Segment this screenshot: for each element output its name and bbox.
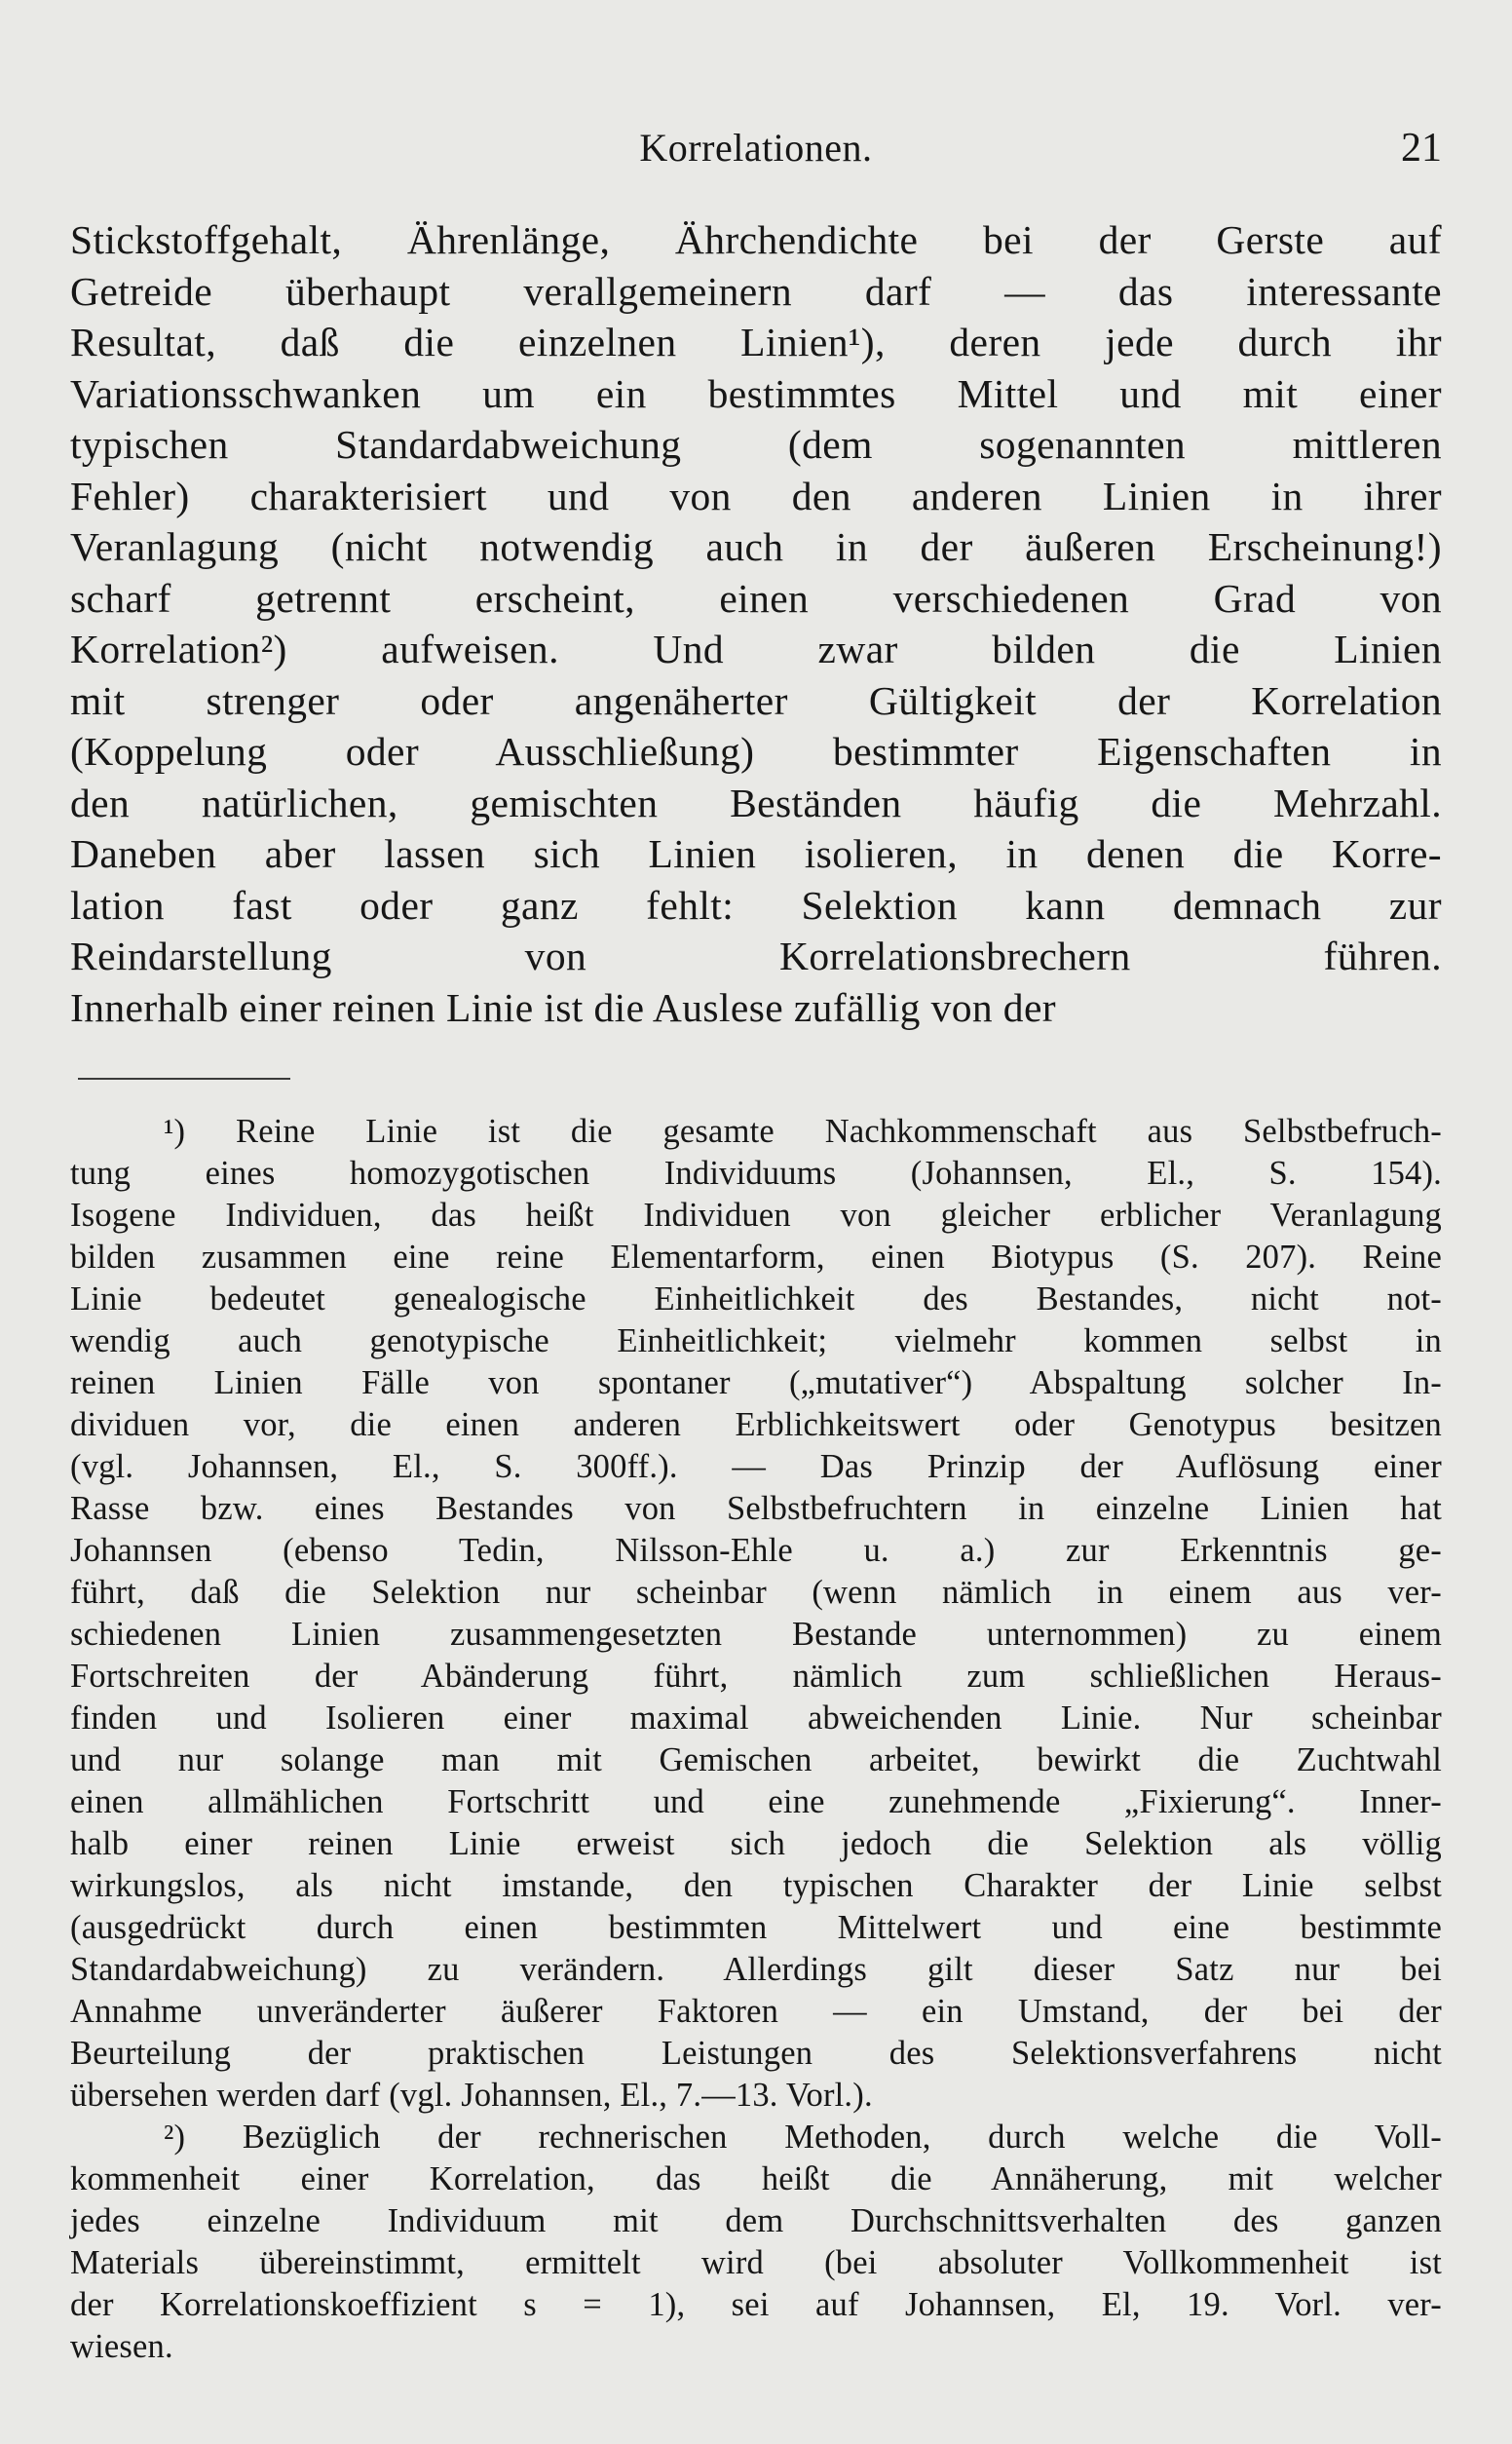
- footnote-line: Annahme unveränderter äußerer Faktoren — ein Umstand, der bei der: [70, 1993, 1442, 2030]
- footnote-line: Beurteilung der praktischen Leistungen des Selektionsverfahrens nicht: [70, 2035, 1442, 2072]
- text-line: Korrelation²) aufweisen. Und zwar bilden die Linien: [70, 627, 1442, 671]
- footnote-line: übersehen werden darf (vgl. Johannsen, El., 7.—13. Vorl.).: [70, 2077, 873, 2114]
- text-line: Daneben aber lassen sich Linien isolieren, in denen die Korre-: [70, 831, 1442, 876]
- text-line: typischen Standardabweichung (dem sogenannten mittleren: [70, 422, 1442, 467]
- footnote-line: dividuen vor, die einen anderen Erblichkeitswert oder Genotypus besitzen: [70, 1406, 1442, 1443]
- text-line: Innerhalb einer reinen Linie ist die Auslese zufällig von der: [70, 984, 1056, 1030]
- footnote-line: und nur solange man mit Gemischen arbeitet, bewirkt die Zuchtwahl: [70, 1741, 1442, 1778]
- text-line: Reindarstellung von Korrelationsbrechern führen.: [70, 934, 1442, 978]
- footnote-line: wirkungslos, als nicht imstande, den typischen Charakter der Linie selbst: [70, 1867, 1442, 1904]
- text-line: lation fast oder ganz fehlt: Selektion kann demnach zur: [70, 882, 1442, 928]
- page-number: 21: [1401, 126, 1442, 171]
- footnote-line: jedes einzelne Individuum mit dem Durchschnittsverhalten des ganzen: [70, 2202, 1442, 2239]
- footnote-line: Johannsen (ebenso Tedin, Nilsson-Ehle u. a.) zur Erkenntnis ge-: [70, 1532, 1442, 1569]
- text-line: (Koppelung oder Ausschließung) bestimmter Eigenschaften in: [70, 729, 1442, 774]
- text-line: Variationsschwanken um ein bestimmtes Mittel und mit einer: [70, 370, 1442, 416]
- footnote-line: wiesen.: [70, 2328, 173, 2365]
- footnote-line: der Korrelationskoeffizient s = 1), sei auf Johannsen, El, 19. Vorl. ver-: [70, 2286, 1442, 2323]
- footnote-line: ²) Bezüglich der rechnerischen Methoden, durch welche die Voll-: [164, 2119, 1442, 2156]
- footnote-line: wendig auch genotypische Einheitlichkeit; vielmehr kommen selbst in: [70, 1322, 1442, 1359]
- text-line: Fehler) charakterisiert und von den anderen Linien in ihrer: [70, 473, 1442, 518]
- footnotes: [70, 1111, 1442, 2368]
- footnote-line: Fortschreiten der Abänderung führt, nämlich zum schließlichen Heraus-: [70, 1658, 1442, 1695]
- footnote-line: reinen Linien Fälle von spontaner („mutativer“) Abspaltung solcher In-: [70, 1364, 1442, 1401]
- footnote-line: tung eines homozygotischen Individuums (Johannsen, El., S. 154).: [70, 1155, 1442, 1192]
- text-line: Veranlagung (nicht notwendig auch in der äußeren Erscheinung!): [70, 524, 1442, 569]
- footnote-line: schiedenen Linien zusammengesetzten Bestande unternommen) zu einem: [70, 1616, 1442, 1653]
- text-line: den natürlichen, gemischten Beständen häufig die Mehrzahl.: [70, 780, 1442, 825]
- text-line: Stickstoffgehalt, Ährenlänge, Ährchendichte bei der Gerste auf: [70, 217, 1442, 262]
- footnote-line: Isogene Individuen, das heißt Individuen von gleicher erblicher Veranlagung: [70, 1197, 1442, 1234]
- footnote-line: Linie bedeutet genealogische Einheitlichkeit des Bestandes, nicht not-: [70, 1280, 1442, 1317]
- main-text: [70, 214, 1442, 1033]
- footnote-line: bilden zusammen eine reine Elementarform, einen Biotypus (S. 207). Reine: [70, 1239, 1442, 1276]
- footnote-line: kommenheit einer Korrelation, das heißt die Annäherung, mit welcher: [70, 2160, 1442, 2197]
- page-header: [70, 125, 1442, 175]
- footnote-line: Rasse bzw. eines Bestandes von Selbstbefruchtern in einzelne Linien hat: [70, 1490, 1442, 1527]
- footnote-separator: [78, 1078, 290, 1080]
- footnote-line: Materials übereinstimmt, ermittelt wird (bei absoluter Vollkommenheit ist: [70, 2244, 1442, 2281]
- running-title: Korrelationen.: [639, 126, 873, 170]
- text-line: scharf getrennt erscheint, einen verschiedenen Grad von: [70, 575, 1442, 621]
- text-line: Getreide überhaupt verallgemeinern darf — das interessante: [70, 268, 1442, 314]
- text-line: mit strenger oder angenäherter Gültigkeit der Korrelation: [70, 677, 1442, 723]
- footnote-line: finden und Isolieren einer maximal abweichenden Linie. Nur scheinbar: [70, 1699, 1442, 1737]
- footnote-line: einen allmählichen Fortschritt und eine zunehmende „Fixierung“. Inner-: [70, 1783, 1442, 1820]
- footnote-line: halb einer reinen Linie erweist sich jedoch die Selektion als völlig: [70, 1825, 1442, 1862]
- footnote-line: führt, daß die Selektion nur scheinbar (wenn nämlich in einem aus ver-: [70, 1574, 1442, 1611]
- footnote-line: Standardabweichung) zu verändern. Allerdings gilt dieser Satz nur bei: [70, 1951, 1442, 1988]
- footnote-line: ¹) Reine Linie ist die gesamte Nachkommenschaft aus Selbstbefruch-: [164, 1113, 1442, 1150]
- text-line: Resultat, daß die einzelnen Linien¹), deren jede durch ihr: [70, 320, 1442, 364]
- footnote-line: (ausgedrückt durch einen bestimmten Mittelwert und eine bestimmte: [70, 1909, 1442, 1946]
- footnote-line: (vgl. Johannsen, El., S. 300ff.). — Das Prinzip der Auflösung einer: [70, 1448, 1442, 1485]
